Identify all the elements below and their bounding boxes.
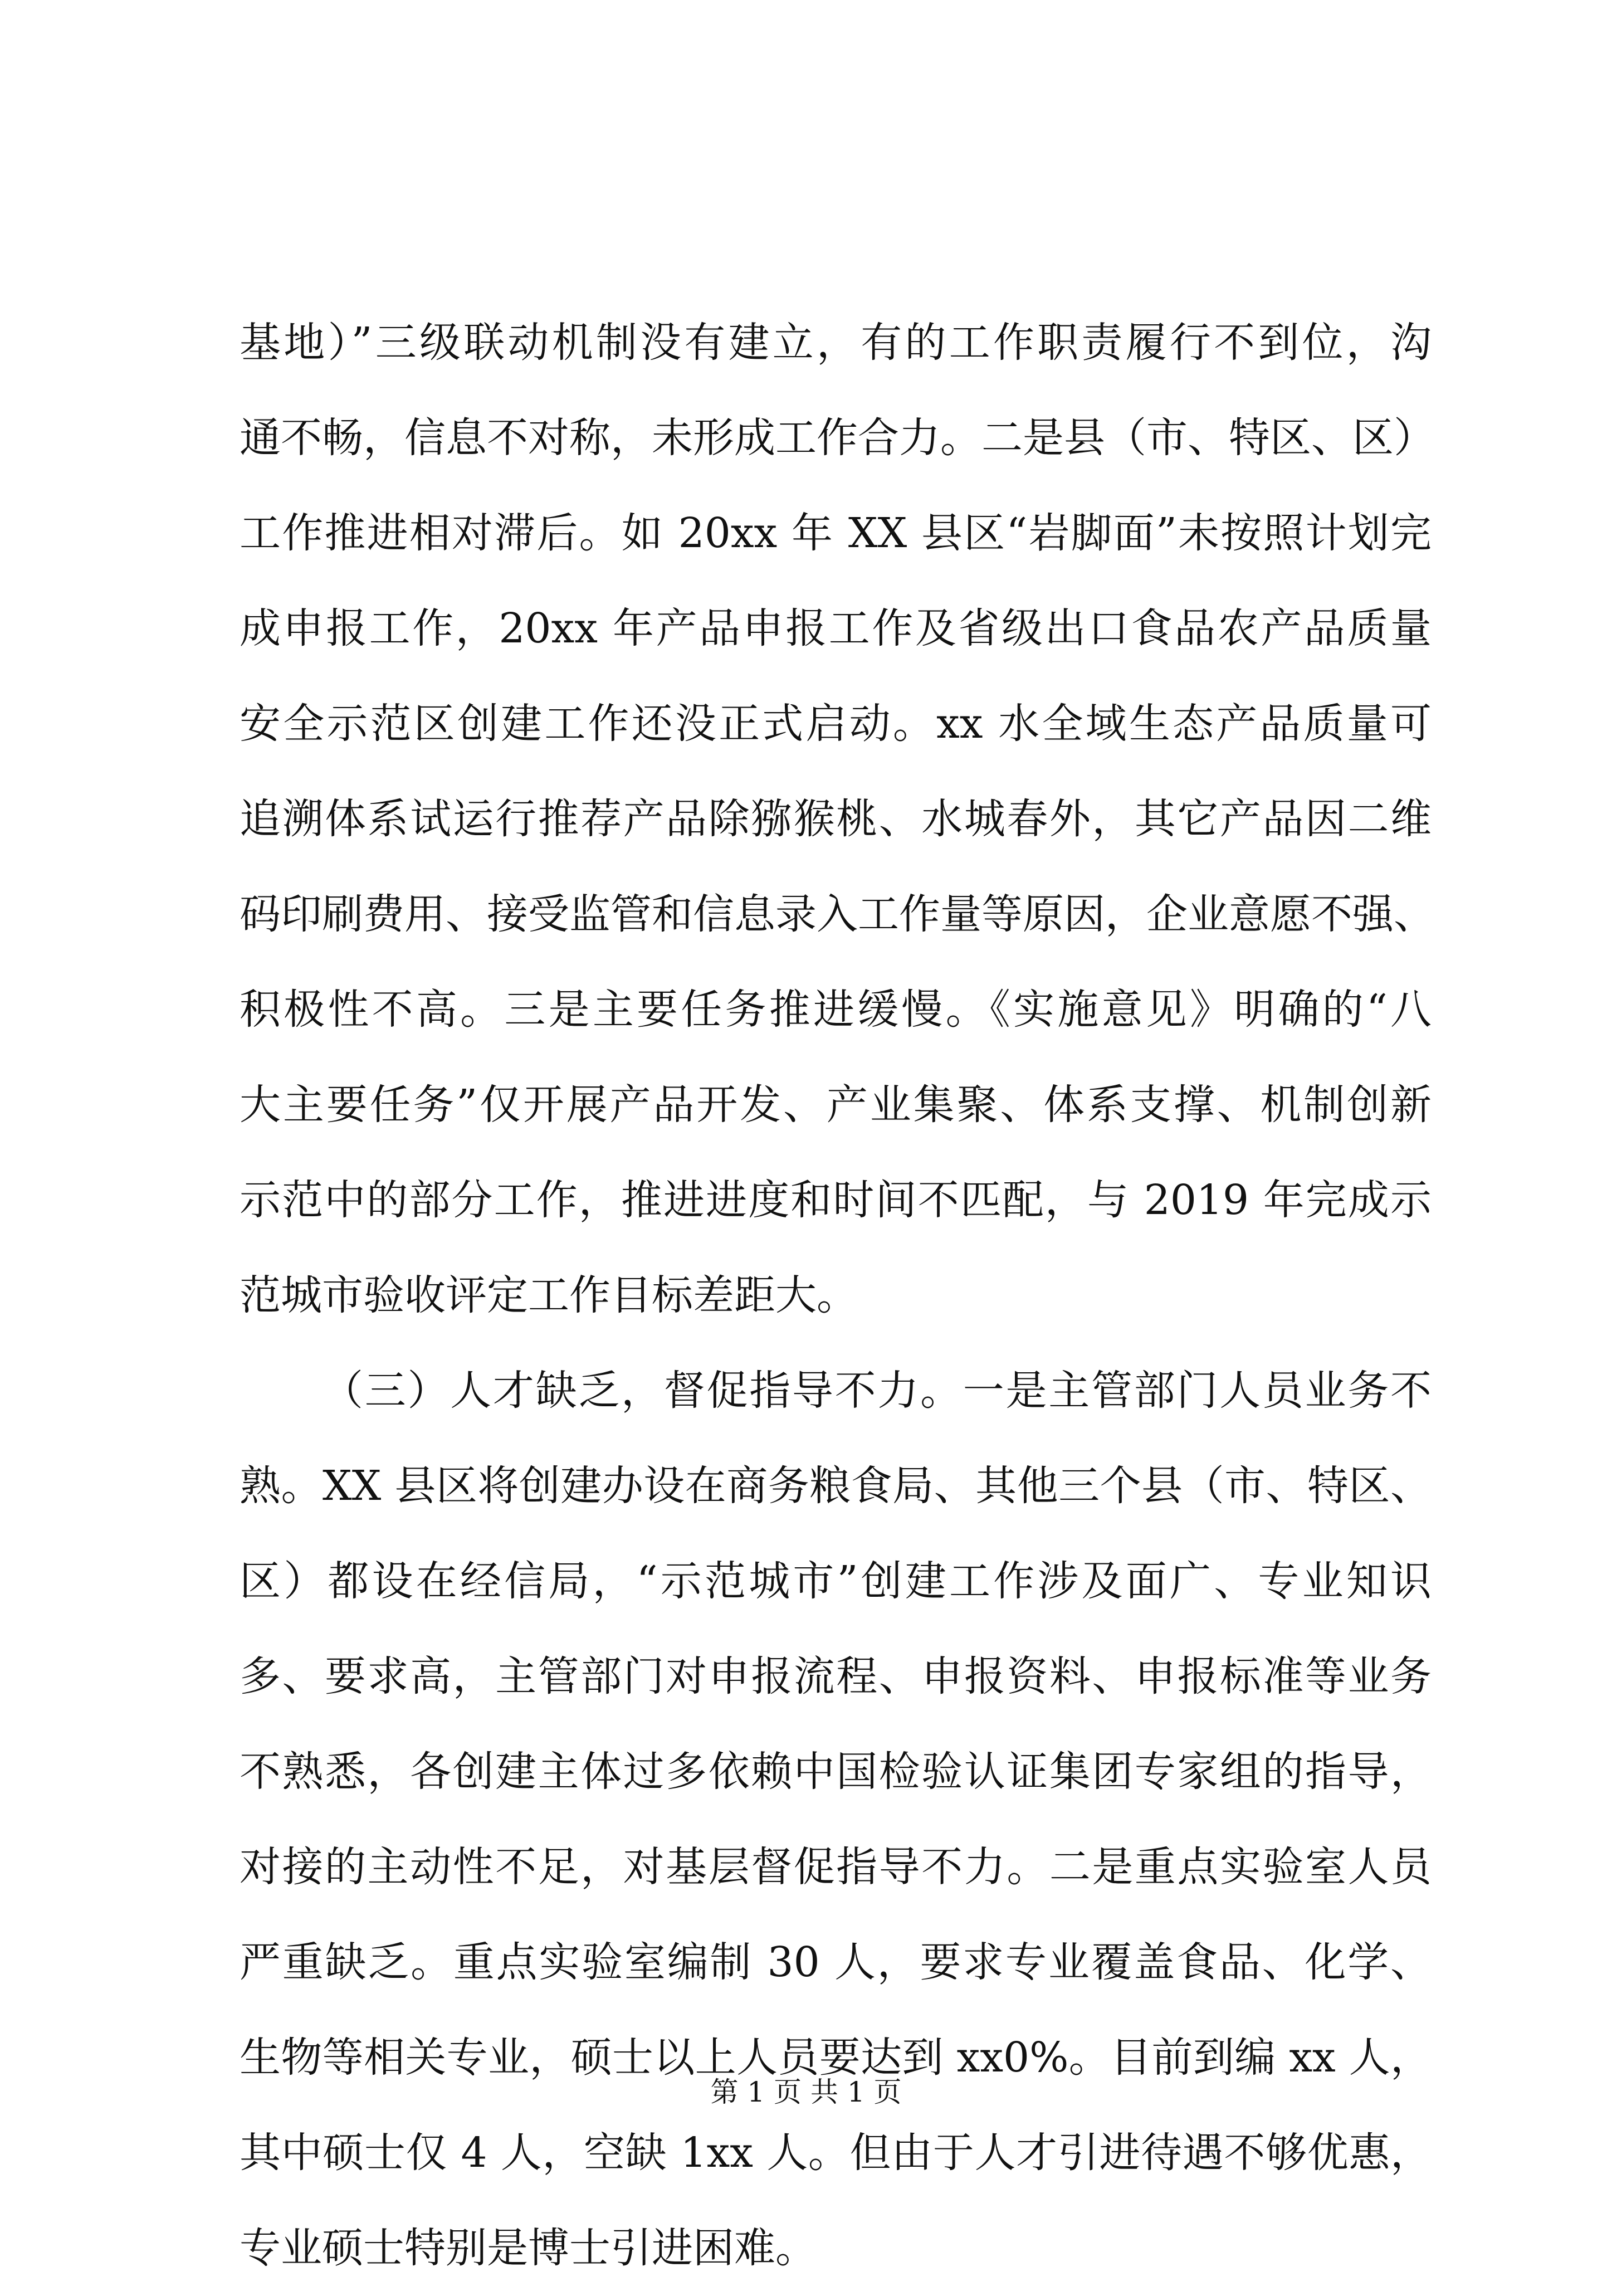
text-line-1: 基地）”三级联动机制没有建立，有的工作职责履行不到位，沟 [240,319,1432,367]
text-line-20: 其中硕士仅 4 人，空缺 1xx 人。但由于人才引进待遇不够优惠， [240,2129,1432,2177]
text-line-18: 严重缺乏。重点实验室编制 30 人，要求专业覆盖食品、化学、 [240,1938,1432,1986]
text-line-17: 对接的主动性不足，对基层督促指导不力。二是重点实验室人员 [240,1843,1432,1891]
text-line-13: 熟。XX 县区将创建办设在商务粮食局、其他三个县（市、特区、 [240,1462,1432,1510]
text-line-2: 通不畅，信息不对称，未形成工作合力。二是县（市、特区、区） [240,414,1435,462]
text-line-4: 成申报工作，20xx 年产品申报工作及省级出口食品农产品质量 [240,605,1432,652]
text-line-3: 工作推进相对滞后。如 20xx 年 XX 县区“岩脚面”未按照计划完 [240,509,1432,557]
text-line-10: 示范中的部分工作，推进进度和时间不匹配，与 2019 年完成示 [240,1176,1432,1224]
text-line-15: 多、要求高，主管部门对申报流程、申报资料、申报标准等业务 [240,1652,1432,1700]
text-line-7: 码印刷费用、接受监管和信息录入工作量等原因，企业意愿不强、 [240,890,1435,938]
text-line-14: 区）都设在经信局，“示范城市”创建工作涉及面广、专业知识 [240,1557,1432,1605]
text-line-9: 大主要任务”仅开展产品开发、产业集聚、体系支撑、机制创新 [240,1081,1432,1129]
document-body [240,295,1435,2296]
text-line-19: 生物等相关专业，硕士以上人员要达到 xx0%。目前到编 xx 人， [240,2034,1432,2081]
text-line-11: 范城市验收评定工作目标差距大。 [240,1271,858,1319]
section-heading-line: （三）人才缺乏，督促指导不力。一是主管部门人员业务不 [322,1367,1432,1415]
text-line-6: 追溯体系试运行推荐产品除猕猴桃、水城春外，其它产品因二维 [240,795,1432,843]
text-line-16: 不熟悉，各创建主体过多依赖中国检验认证集团专家组的指导， [240,1748,1432,1796]
text-line-5: 安全示范区创建工作还没正式启动。xx 水全域生态产品质量可 [240,700,1432,748]
page-footer: 第 1 页 共 1 页 [710,2076,902,2108]
text-line-21: 专业硕士特别是博士引进困难。 [240,2224,817,2272]
text-line-8: 积极性不高。三是主要任务推进缓慢。《实施意见》明确的“八 [240,986,1432,1034]
